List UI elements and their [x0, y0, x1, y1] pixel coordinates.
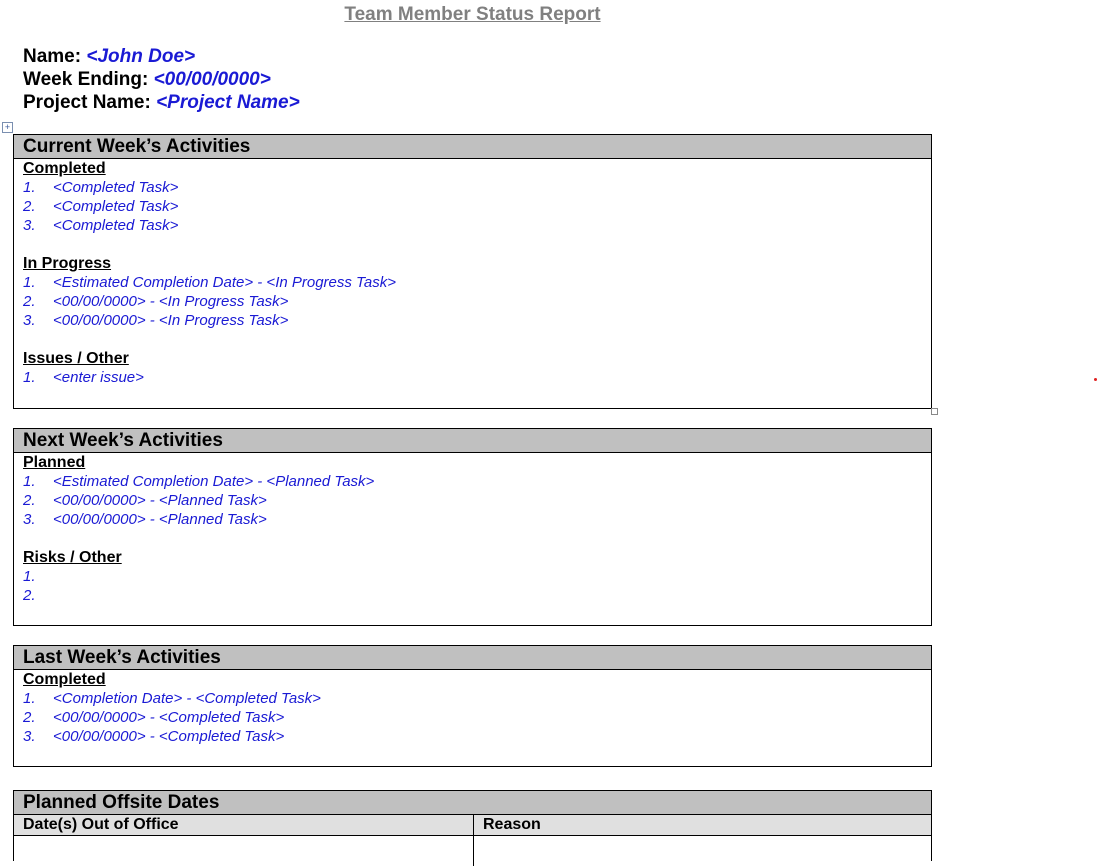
list-number: 1. — [23, 568, 36, 585]
spacer — [23, 529, 931, 548]
list-number: 1. — [23, 369, 36, 386]
risks-subheading: Risks / Other — [23, 549, 122, 566]
list-number: 2. — [23, 587, 36, 604]
current-week-heading: Current Week’s Activities — [14, 135, 931, 159]
list-item[interactable] — [23, 197, 931, 216]
project-name-line — [23, 92, 300, 114]
dates-out-column-header: Date(s) Out of Office — [14, 815, 474, 835]
list-item[interactable] — [23, 472, 931, 491]
list-item[interactable] — [23, 216, 931, 235]
list-item[interactable] — [23, 178, 931, 197]
list-number: 1. — [23, 473, 36, 490]
list-text: <00/00/0000> - <Planned Task> — [53, 511, 267, 528]
name-line — [23, 46, 195, 68]
list-item[interactable] — [23, 311, 931, 330]
list-item[interactable] — [23, 510, 931, 529]
report-title: Team Member Status Report — [344, 4, 601, 25]
reason-cell[interactable] — [474, 836, 931, 866]
list-number: 3. — [23, 217, 36, 234]
next-week-heading: Next Week’s Activities — [14, 429, 931, 453]
week-ending-label: Week Ending: — [23, 69, 149, 90]
list-text: <Completed Task> — [53, 217, 179, 234]
week-ending-value[interactable]: <00/00/0000> — [153, 69, 271, 90]
list-number: 2. — [23, 293, 36, 310]
list-item[interactable] — [23, 368, 931, 387]
offsite-column-headers — [14, 815, 931, 836]
list-text: <Completion Date> - <Completed Task> — [53, 690, 321, 707]
last-week-heading: Last Week’s Activities — [14, 646, 931, 670]
list-text: <enter issue> — [53, 369, 144, 386]
project-name-label: Project Name: — [23, 92, 151, 113]
red-marker — [1094, 378, 1097, 381]
list-number: 1. — [23, 179, 36, 196]
list-text: <00/00/0000> - <Completed Task> — [53, 728, 285, 745]
list-number: 3. — [23, 312, 36, 329]
list-item[interactable] — [23, 708, 931, 727]
list-text: <Completed Task> — [53, 179, 179, 196]
spacer — [23, 330, 931, 349]
name-label: Name: — [23, 46, 82, 67]
list-number: 3. — [23, 728, 36, 745]
table-resize-handle[interactable] — [931, 408, 938, 415]
list-item[interactable] — [23, 273, 931, 292]
table-row[interactable] — [14, 836, 931, 866]
list-number: 3. — [23, 511, 36, 528]
list-number: 2. — [23, 709, 36, 726]
project-name-value[interactable]: <Project Name> — [156, 92, 300, 113]
spacer — [23, 235, 931, 254]
planned-subheading: Planned — [23, 454, 86, 471]
list-number: 2. — [23, 198, 36, 215]
list-number: 2. — [23, 492, 36, 509]
list-number: 1. — [23, 690, 36, 707]
list-text: <00/00/0000> - <In Progress Task> — [53, 312, 289, 329]
completed-subheading: Completed — [23, 160, 106, 177]
in-progress-subheading: In Progress — [23, 255, 112, 272]
list-item[interactable] — [23, 567, 931, 586]
list-item[interactable] — [23, 586, 931, 605]
next-week-table — [13, 428, 932, 626]
list-item[interactable] — [23, 292, 931, 311]
offsite-table — [13, 790, 932, 861]
offsite-heading: Planned Offsite Dates — [14, 791, 931, 815]
list-item[interactable] — [23, 727, 931, 746]
list-item[interactable] — [23, 491, 931, 510]
current-week-table — [13, 134, 932, 409]
list-text: <00/00/0000> - <Planned Task> — [53, 492, 267, 509]
list-number: 1. — [23, 274, 36, 291]
week-ending-line — [23, 69, 271, 91]
list-text: <Completed Task> — [53, 198, 179, 215]
dates-out-cell[interactable] — [14, 836, 474, 866]
list-text: <Estimated Completion Date> - <In Progress Task> — [53, 274, 396, 291]
list-text: <00/00/0000> - <In Progress Task> — [53, 293, 289, 310]
issues-subheading: Issues / Other — [23, 350, 129, 367]
table-move-handle-icon[interactable]: + — [2, 122, 13, 133]
name-value[interactable]: <John Doe> — [86, 46, 196, 67]
list-text: <Estimated Completion Date> - <Planned Task> — [53, 473, 375, 490]
list-text: <00/00/0000> - <Completed Task> — [53, 709, 285, 726]
completed-subheading: Completed — [23, 671, 106, 688]
reason-column-header: Reason — [483, 816, 541, 833]
last-week-table — [13, 645, 932, 767]
list-item[interactable] — [23, 689, 931, 708]
